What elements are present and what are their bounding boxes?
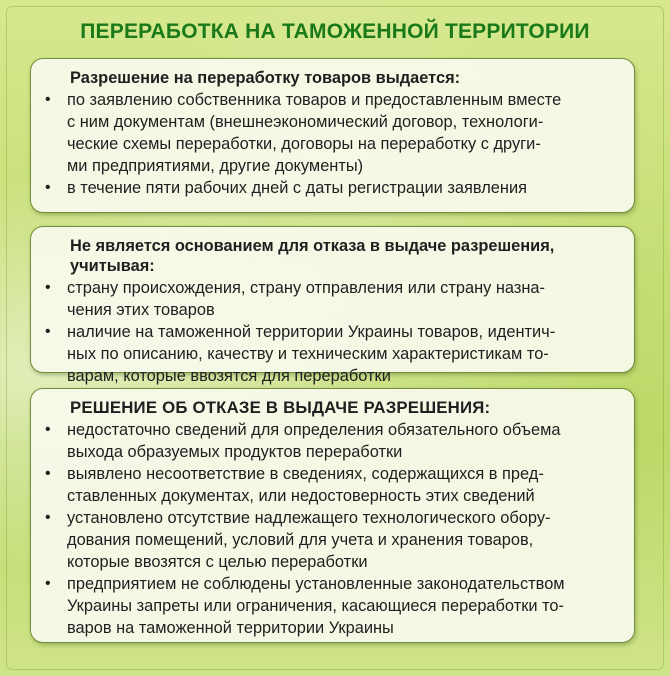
panel-heading: Не является основанием для отказа в выдаче разрешения, учитывая:	[70, 237, 555, 275]
page-title: ПЕРЕРАБОТКА НА ТАМОЖЕННОЙ ТЕРРИТОРИИ	[80, 20, 590, 43]
list-item-line: Украины запреты или ограничения, касающиеся переработки то-	[67, 597, 564, 615]
list-item-line: выявлено несоответствие в сведениях, содержащихся в пред-	[67, 465, 544, 483]
list-item-line: ческие схемы переработки, договоры на переработку с други-	[67, 135, 541, 153]
list-item-line: недостаточно сведений для определения обязательного объема	[67, 421, 561, 439]
list-item-line: дования помещений, условий для учета и хранения товаров,	[67, 531, 534, 549]
list-item	[45, 277, 618, 321]
list-item-line: варам, которые ввозятся для переработки	[67, 367, 391, 385]
list-item	[45, 573, 618, 639]
list-item-line: варов на таможенной территории Украины	[67, 619, 394, 637]
bullet-icon: •	[45, 179, 51, 196]
list-item-line: с ним документам (внешнеэкономический договор, технологи-	[67, 113, 544, 131]
bullet-icon: •	[45, 465, 51, 482]
bullet-icon: •	[45, 575, 51, 592]
bullet-list	[45, 277, 618, 387]
bullet-icon: •	[45, 421, 51, 438]
list-item-line: ми предприятиями, другие документы)	[67, 157, 364, 175]
panel-permit-issuance	[30, 58, 635, 213]
bullet-icon: •	[45, 323, 51, 340]
list-item-line: которые ввозятся с целью переработки	[67, 553, 368, 571]
bullet-icon: •	[45, 509, 51, 526]
panel-heading: РЕШЕНИЕ ОБ ОТКАЗЕ В ВЫДАЧЕ РАЗРЕШЕНИЯ:	[70, 398, 491, 417]
list-item-line: предприятием не соблюдены установленные законодательством	[67, 575, 565, 593]
bullet-icon: •	[45, 279, 51, 296]
list-item-line: выхода образуемых продуктов переработки	[67, 443, 403, 461]
list-item-line: страну происхождения, страну отправления или страну назна-	[67, 279, 546, 297]
panel-refusal-decision	[30, 388, 635, 643]
bullet-list	[45, 419, 618, 639]
bullet-list	[45, 89, 618, 199]
list-item	[45, 89, 618, 177]
list-item-line: ных по описанию, качеству и техническим характеристикам то-	[67, 345, 549, 363]
list-item	[45, 177, 618, 199]
list-item	[45, 463, 618, 507]
list-item	[45, 419, 618, 463]
list-item	[45, 321, 618, 387]
list-item-line: наличие на таможенной территории Украины товаров, идентич-	[67, 323, 556, 341]
list-item-line: чения этих товаров	[67, 301, 215, 319]
bullet-icon: •	[45, 91, 51, 108]
list-item-line: установлено отсутствие надлежащего технологического обору-	[67, 509, 551, 527]
panel-heading: Разрешение на переработку товаров выдается:	[70, 69, 461, 87]
list-item-line: в течение пяти рабочих дней с даты регистрации заявления	[67, 179, 527, 197]
list-item	[45, 507, 618, 573]
list-item-line: ставленных документах, или недостоверность этих сведений	[67, 487, 535, 505]
panel-not-grounds-for-refusal	[30, 226, 635, 385]
list-item-line: по заявлению собственника товаров и предоставленным вместе	[67, 91, 562, 109]
